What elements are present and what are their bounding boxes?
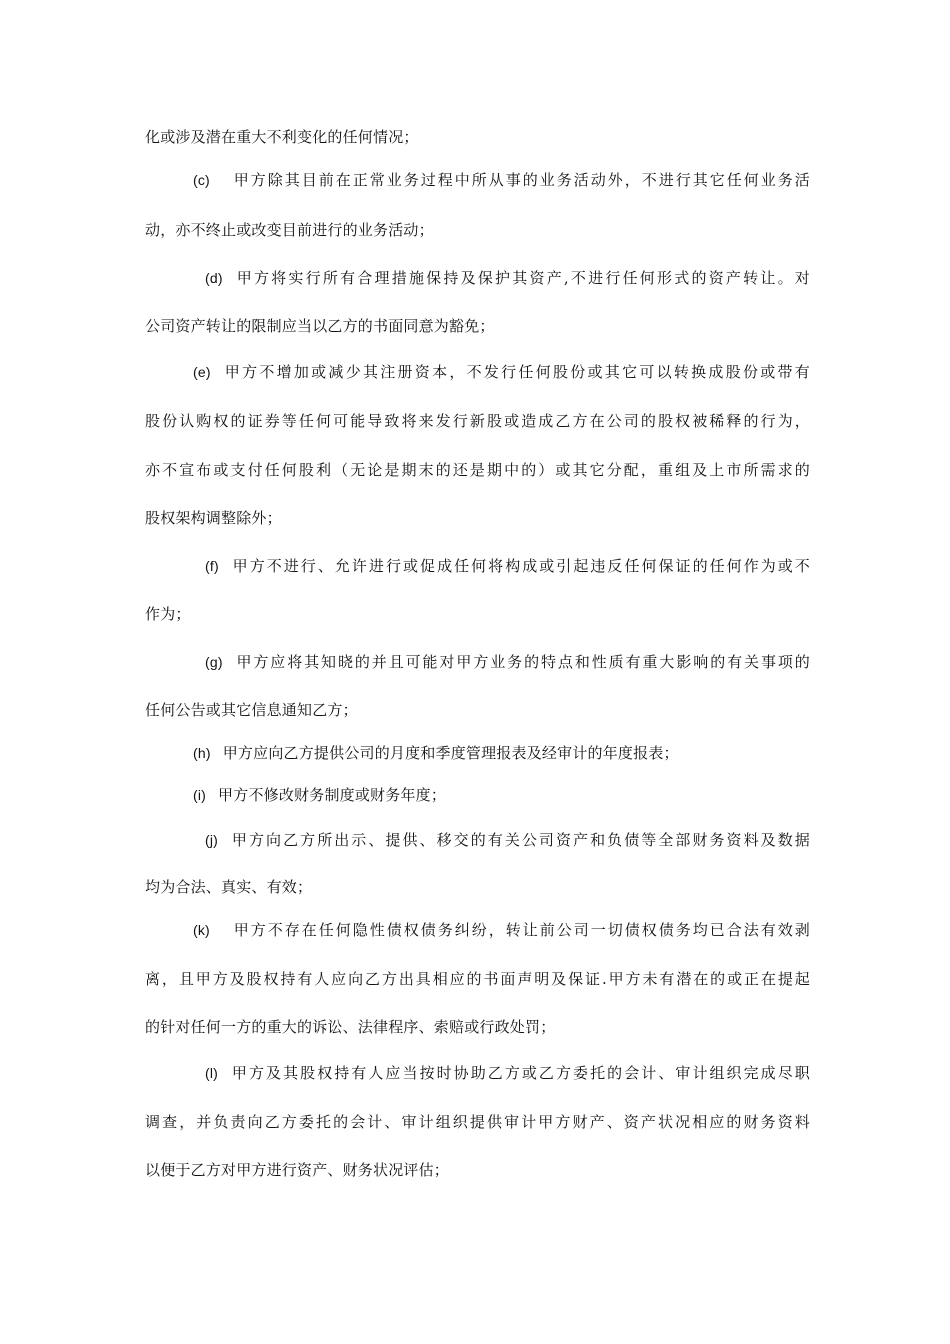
text: 股份认购权的证券等任何可能导致将来发行新股或造成乙方在公司的股权被稀释的行为， — [145, 412, 810, 430]
clause-e-line-2 — [145, 411, 810, 431]
text: 动，亦不终止或改变目前进行的业务活动； — [145, 221, 434, 239]
clause-marker: (l) — [205, 1065, 219, 1081]
clause-marker: (g) — [205, 654, 223, 670]
clause-l-line-2 — [145, 1112, 810, 1132]
text: 亦不宣布或支付任何股利（无论是期末的还是期中的）或其它分配，重组及上市所需求的 — [145, 461, 810, 479]
clause-f-line-1 — [205, 556, 810, 576]
text: 甲方应将其知晓的并且可能对甲方业务的特点和性质有重大影响的有关事项的 — [234, 653, 810, 671]
text: 甲方向乙方所出示、提供、移交的有关公司资产和负债等全部财务资料及数据 — [230, 831, 810, 849]
clause-l-line-3 — [145, 1160, 810, 1180]
paragraph-line — [145, 127, 810, 147]
clause-marker: (d) — [205, 270, 223, 286]
clause-e-line-1 — [193, 362, 810, 382]
text: 以便于乙方对甲方进行资产、财务状况评估； — [145, 1161, 450, 1179]
clause-marker: (j) — [205, 832, 219, 848]
clause-marker: (e) — [193, 364, 211, 380]
text: 甲方不修改财务制度或财务年度； — [218, 786, 447, 804]
clause-k-line-3 — [145, 1017, 810, 1037]
text: 均为合法、真实、有效； — [145, 878, 313, 896]
clause-d-line-1 — [205, 268, 810, 288]
text: 甲方将实行所有合理措施保持及保护其资产,不进行任何形式的资产转让。对 — [234, 269, 810, 287]
text: 化或涉及潜在重大不利变化的任何情况； — [145, 128, 419, 146]
clause-h-line-1 — [193, 743, 810, 763]
text: 公司资产转让的限制应当以乙方的书面同意为豁免； — [145, 317, 495, 335]
clause-d-line-2 — [145, 316, 810, 336]
text: 甲方不增加或减少其注册资本，不发行任何股份或其它可以转换成股份或带有 — [222, 363, 810, 381]
clause-marker: (i) — [193, 787, 207, 803]
text: 作为； — [145, 605, 191, 623]
text: 离，且甲方及股权持有人应向乙方出具相应的书面声明及保证.甲方未有潜在的或正在提起 — [145, 970, 810, 988]
text: 甲方不进行、允许进行或促成任何将构成或引起违反任何保证的任何作为或不 — [230, 557, 810, 575]
clause-k-line-2 — [145, 969, 810, 989]
clause-f-line-2 — [145, 604, 810, 624]
clause-l-line-1 — [205, 1063, 810, 1083]
clause-e-line-4 — [145, 508, 810, 528]
clause-marker: (k) — [193, 922, 210, 938]
clause-k-line-1 — [193, 920, 810, 940]
clause-i-line-1 — [193, 785, 810, 805]
clause-marker: (c) — [193, 172, 210, 188]
clause-g-line-1 — [205, 652, 810, 672]
clause-c-line-1 — [193, 170, 810, 190]
clause-j-line-2 — [145, 877, 810, 897]
clause-marker: (h) — [193, 745, 211, 761]
text: 股权架构调整除外； — [145, 509, 282, 527]
text: 甲方不存在任何隐性债权债务纠纷，转让前公司一切债权债务均已合法有效剥 — [231, 921, 810, 939]
text: 甲方及其股权持有人应当按时协助乙方或乙方委托的会计、审计组织完成尽职 — [230, 1064, 810, 1082]
clause-j-line-1 — [205, 830, 810, 850]
clause-g-line-2 — [145, 700, 810, 720]
clause-e-line-3 — [145, 460, 810, 480]
text: 任何公告或其它信息通知乙方； — [145, 701, 358, 719]
text: 甲方除其目前在正常业务过程中所从事的业务活动外，不进行其它任何业务活 — [231, 171, 810, 189]
text: 甲方应向乙方提供公司的月度和季度管理报表及经审计的年度报表； — [222, 744, 679, 762]
clause-marker: (f) — [205, 558, 219, 574]
text: 的针对任何一方的重大的诉讼、法律程序、索赔或行政处罚； — [145, 1018, 556, 1036]
clause-c-line-2 — [145, 220, 810, 240]
text: 调查，并负责向乙方委托的会计、审计组织提供审计甲方财产、资产状况相应的财务资料 — [145, 1113, 810, 1131]
